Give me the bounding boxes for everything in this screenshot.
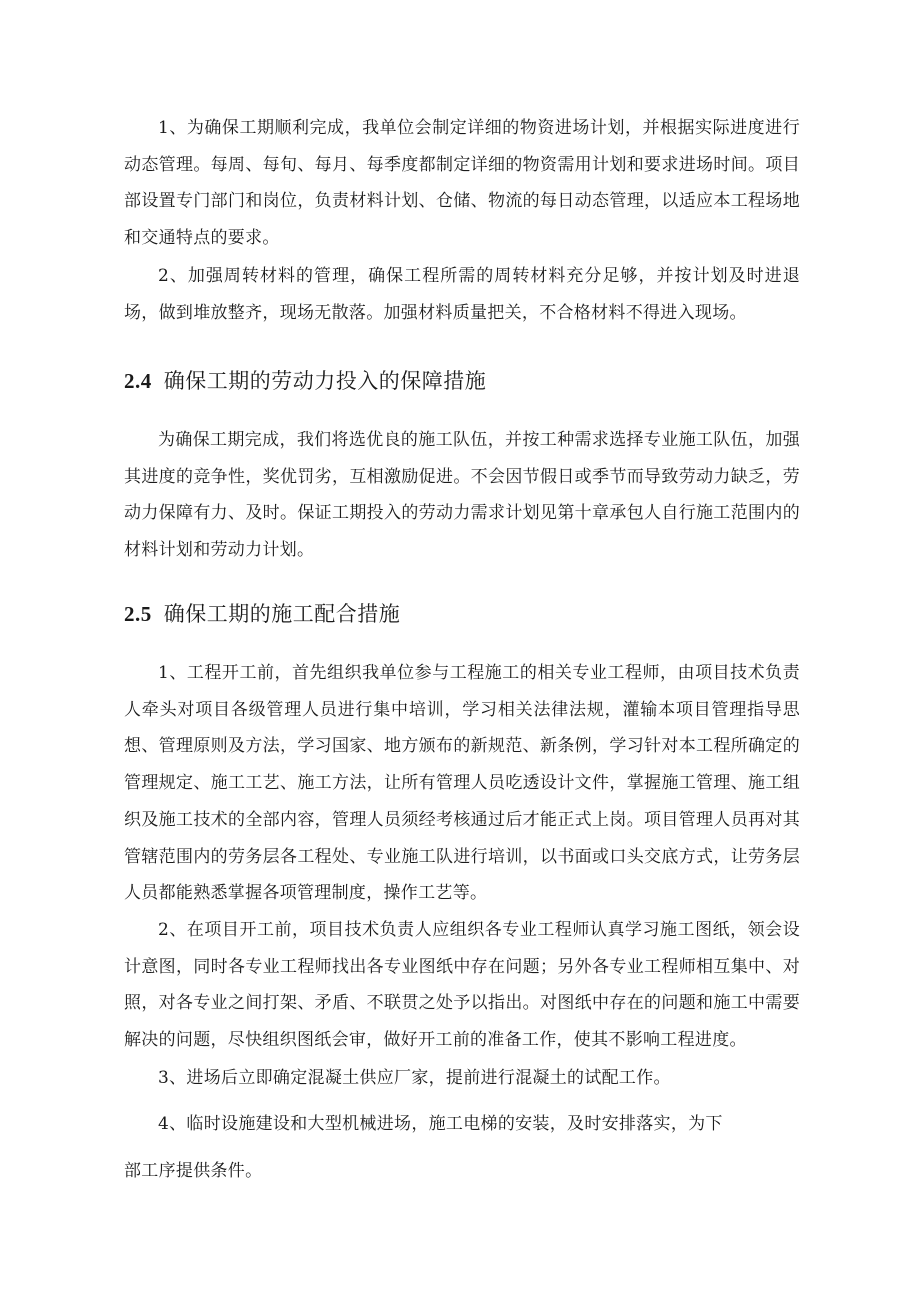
section-number: 2.5 [124, 602, 152, 626]
paragraph-material-plan: 1、为确保工期顺利完成，我单位会制定详细的物资进场计划，并根据实际进度进行动态管理。每周、每旬、每月、每季度都制定详细的物资需用计划和要求进场时间。项目部设置专门部门和岗位，负责材料计划、仓储、物流的每日动态管理，以适应本工程场地和交通特点的要求。 [124, 118, 800, 249]
section-heading-2-4 [124, 366, 486, 396]
list-item-continuation: 部工序提供条件。 [124, 1161, 263, 1181]
section-title: 确保工期的劳动力投入的保障措施 [163, 369, 487, 393]
list-item-training: 1、工程开工前，首先组织我单位参与工程施工的相关专业工程师，由项目技术负责人牵头对项目各级管理人员进行集中培训，学习相关法律法规，灌输本项目管理指导思想、管理原则及方法，学习国家、地方颁布的新规范、新条例，学习针对本工程所确定的管理规定、施工工艺、施工方法，让所有管理人员吃透设计文件，掌握施工管理、施工组织及施工技术的全部内容，管理人员须经考核通过后才能正式上岗。项目管理人员再对其管辖范围内的劳务层各工程处、专业施工队进行培训，以书面或口头交底方式，让劳务层人员都能熟悉掌握各项管理制度，操作工艺等。 [124, 663, 800, 904]
section-title: 确保工期的施工配合措施 [163, 602, 401, 626]
list-item-temporary-facilities: 4、临时设施建设和大型机械进场，施工电梯的安装，及时安排落实，为下 [158, 1114, 723, 1134]
section-heading-2-5 [124, 599, 400, 629]
list-item-drawing-review: 2、在项目开工前，项目技术负责人应组织各专业工程师认真学习施工图纸，领会设计意图，同时各专业工程师找出各专业图纸中存在问题；另外各专业工程师相互集中、对照，对各专业之间打架、矛盾、不联贯之处予以指出。对图纸中存在的问题和施工中需要解决的问题，尽快组织图纸会审，做好开工前的准备工作，使其不影响工程进度。 [124, 920, 800, 1051]
section-number: 2.4 [124, 369, 152, 393]
paragraph-turnover-materials: 2、加强周转材料的管理，确保工程所需的周转材料充分足够，并按计划及时进退场，做到堆放整齐，现场无散落。加强材料质量把关，不合格材料不得进入现场。 [124, 266, 800, 323]
paragraph-labor-guarantee: 为确保工期完成，我们将选优良的施工队伍，并按工种需求选择专业施工队伍，加强其进度的竞争性，奖优罚劣，互相激励促进。不会因节假日或季节而导致劳动力缺乏，劳动力保障有力、及时。保证工期投入的劳动力需求计划见第十章承包人自行施工范围内的材料计划和劳动力计划。 [124, 430, 800, 561]
list-item-concrete-supplier: 3、进场后立即确定混凝土供应厂家，提前进行混凝土的试配工作。 [158, 1068, 671, 1088]
